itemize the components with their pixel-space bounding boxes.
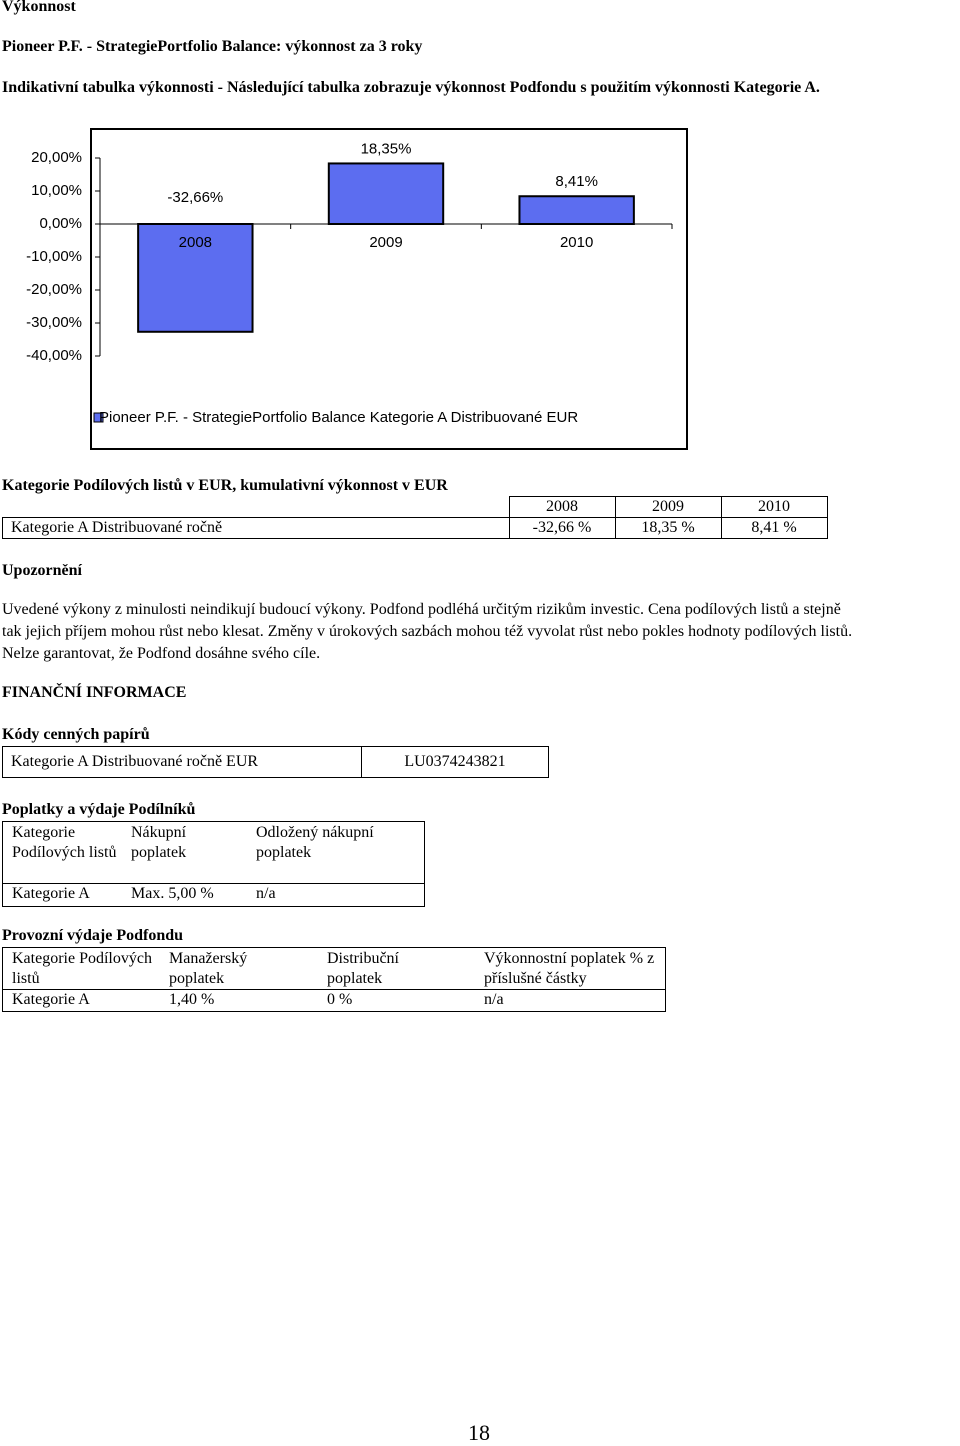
opex-header-distribution: Distribuční poplatek [327, 950, 399, 987]
perf-value-2009: 18,35 % [615, 518, 721, 539]
perf-table [2, 496, 828, 539]
perf-year-2010: 2010 [721, 497, 827, 518]
perf-table-title: Kategorie Podílových listů v EUR, kumulativní výkonnost v EUR [2, 477, 448, 494]
perf-value-2010: 8,41 % [721, 518, 827, 539]
bar-2009 [329, 163, 443, 224]
warning-line-1: Uvedené výkony z minulosti neindikují budoucí výkony. Podfond podléhá určitým rizikům investic. Cena podílových listů a stejně [2, 601, 841, 618]
perf-row-label: Kategorie A Distribuované ročně [3, 518, 510, 539]
opex-row-performance: n/a [484, 991, 504, 1008]
page-number: 18 [468, 1420, 490, 1445]
bar-value-label: -32,66% [167, 189, 224, 206]
x-tick-label: 2008 [178, 234, 213, 251]
performance-chart [92, 130, 686, 448]
y-tick-label: -20,00% [26, 281, 82, 298]
code-label: Kategorie A Distribuované ročně EUR [3, 747, 362, 778]
fees-table [2, 821, 425, 907]
perf-year-2009: 2009 [615, 497, 721, 518]
opex-table [2, 947, 666, 1012]
warning-line-2: tak jejich příjem mohou růst nebo klesat. Změny v úrokových sazbách mohou též vyvolat růst nebo pokles hodnoty podílových listů. [2, 623, 853, 640]
perf-year-2008: 2008 [509, 497, 615, 518]
y-tick-label: -40,00% [26, 347, 82, 364]
indicative-text: Indikativní tabulka výkonnosti - Následující tabulka zobrazuje výkonnost Podfondu s použitím výkonnosti Kategorie A. [2, 79, 820, 96]
warning-line-3: Nelze garantovat, že Podfond dosáhne svého cíle. [2, 645, 321, 662]
fees-row-category: Kategorie A [12, 885, 90, 902]
fees-row-purchase: Max. 5,00 % [131, 885, 214, 902]
opex-header-performance: Výkonnostní poplatek % z příslušné částky [484, 950, 655, 987]
bar-2010 [519, 196, 633, 224]
opex-header-management: Manažerský poplatek [169, 950, 248, 987]
opex-row-category: Kategorie A [12, 991, 90, 1008]
fees-header-purchase: Nákupní poplatek [131, 824, 187, 861]
warning-title: Upozornění [2, 562, 82, 579]
opex-title: Provozní výdaje Podfondu [2, 927, 184, 944]
financial-title: FINANČNÍ INFORMACE [2, 684, 187, 701]
bar-value-label: 8,41% [555, 173, 598, 191]
opex-row-distribution: 0 % [327, 991, 353, 1008]
y-tick-label: -10,00% [26, 248, 82, 265]
chart-frame [90, 128, 688, 450]
fees-row-deferred: n/a [256, 885, 276, 902]
y-tick-label: 20,00% [31, 149, 82, 166]
fund-title: Pioneer P.F. - StrategiePortfolio Balance: výkonnost za 3 roky [2, 38, 423, 55]
codes-table [2, 746, 549, 778]
perf-value-2008: -32,66 % [509, 518, 615, 539]
y-tick-label: 10,00% [31, 182, 82, 199]
x-tick-label: 2010 [559, 234, 594, 251]
opex-row-management: 1,40 % [169, 991, 215, 1008]
y-tick-label: -30,00% [26, 314, 82, 331]
y-tick-label: 0,00% [39, 215, 82, 232]
opex-header-category: Kategorie Podílových listů [12, 950, 152, 987]
section-heading: Výkonnost [2, 0, 76, 15]
fees-header-deferred: Odložený nákupní poplatek [256, 824, 374, 861]
legend-label: Pioneer P.F. - StrategiePortfolio Balance Kategorie A Distribuované EUR [99, 409, 579, 426]
code-value: LU0374243821 [362, 747, 549, 778]
fees-header-category: Kategorie Podílových listů [12, 824, 117, 861]
fees-title: Poplatky a výdaje Podílníků [2, 801, 196, 818]
x-tick-label: 2009 [369, 234, 403, 251]
bar-value-label: 18,35% [360, 140, 412, 158]
codes-title: Kódy cenných papírů [2, 726, 150, 743]
